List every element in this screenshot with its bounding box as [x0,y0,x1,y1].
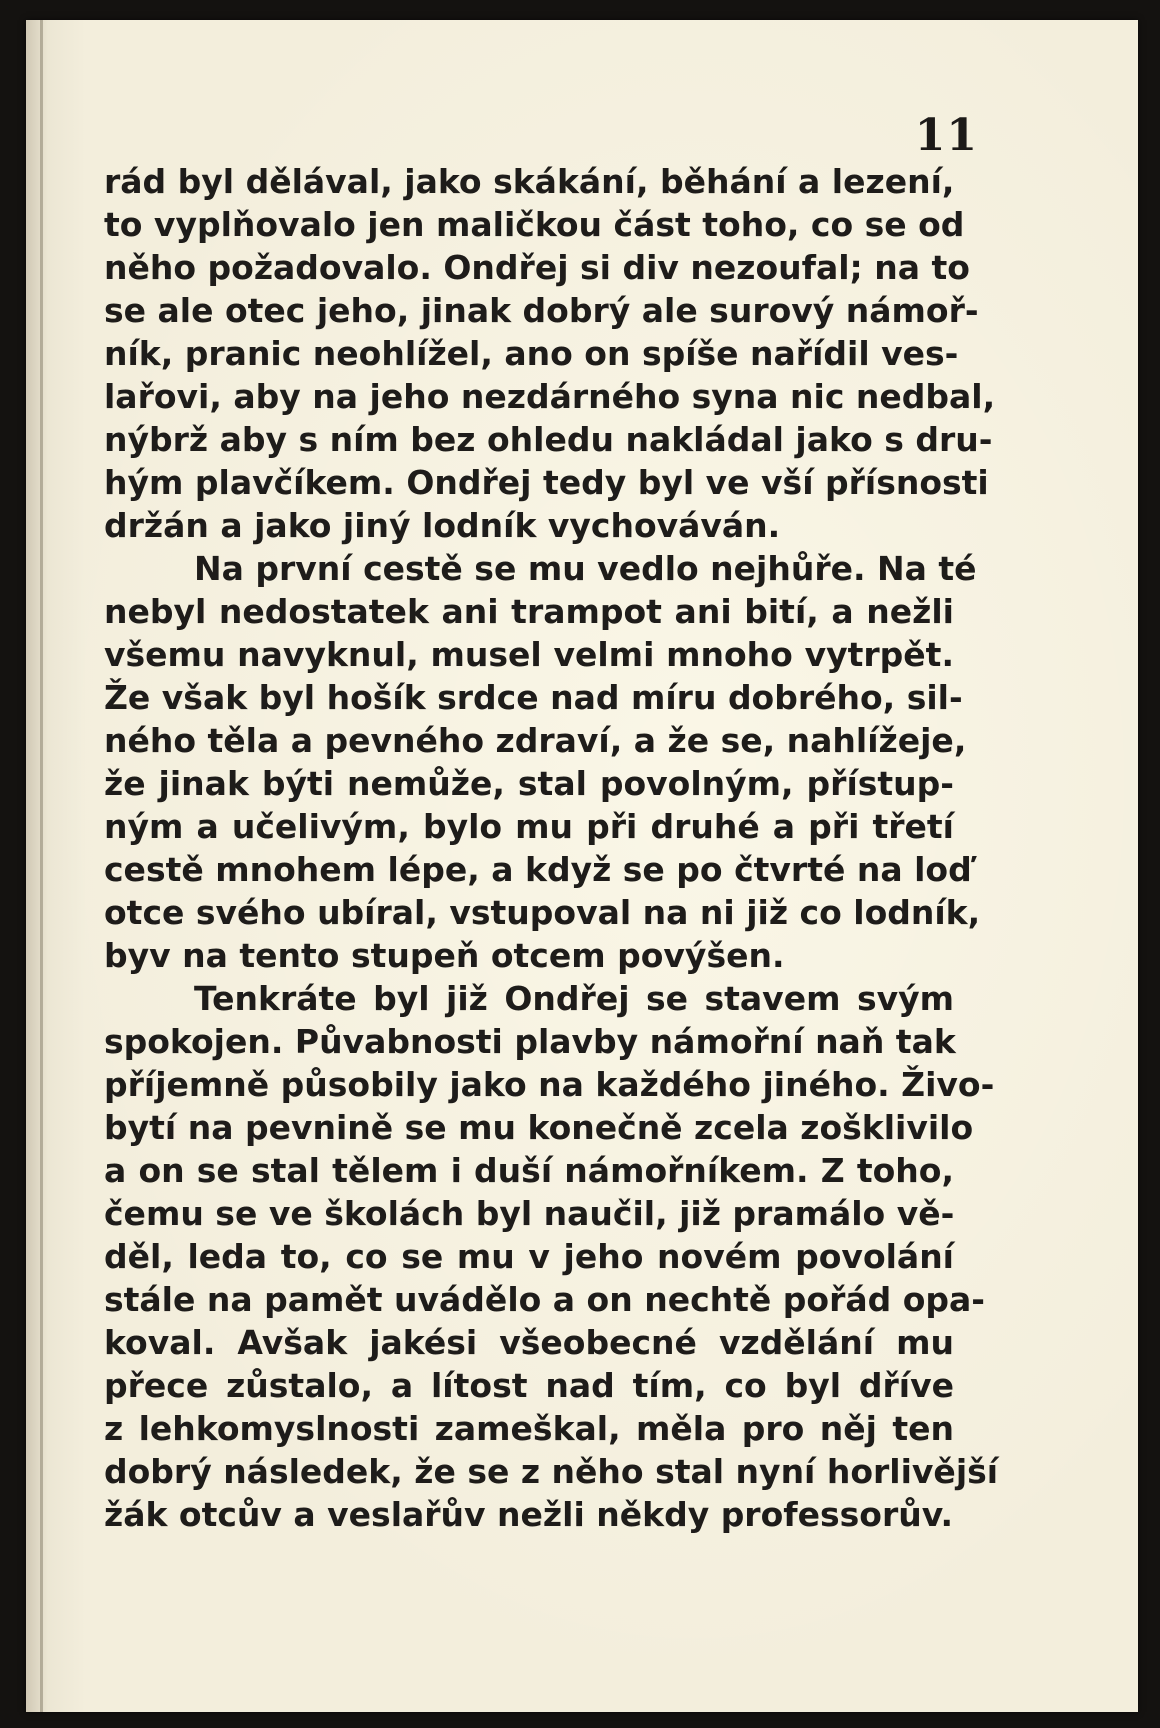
text-line: ník, pranic neohlížel, ano on spíše nařídil ves- [104,334,959,373]
text-line: hým plavčíkem. Ondřej tedy byl ve vší přísnosti [104,463,989,502]
text-line: příjemně působily jako na každého jiného. Živo- [104,1065,995,1104]
text-line: otce svého ubíral, vstupoval na ni již co lodník, [104,893,981,932]
text-line: se ale otec jeho, jinak dobrý ale surový námoř- [104,291,979,330]
text-line: přece zůstalo, a lítost nad tím, co byl dříve [104,1366,954,1405]
text-line: nebyl nedostatek ani trampot ani bití, a nežli [104,592,954,631]
text-line: to vyplňovalo jen maličkou část toho, co se od [104,205,965,244]
text-line: čemu se ve školách byl naučil, již pramálo vě- [104,1194,955,1233]
page-number: 11 [914,110,978,161]
text-line: lařovi, aby na jeho nezdárného syna nic nedbal, [104,377,996,416]
text-line: něho požadovalo. Ondřej si div nezoufal; na to [104,248,970,287]
text-line: stále na pamět uvádělo a on nechtě pořád opa- [104,1280,985,1319]
text-line: všemu navyknul, musel velmi mnoho vytrpět. [104,635,954,674]
paragraph [104,547,981,977]
text-line: a on se stal tělem i duší námořníkem. Z toho, [104,1151,954,1190]
text-line: dobrý následek, že se z něho stal nyní horlivější [104,1452,999,1491]
paragraph [104,977,999,1536]
text-line: žák otcův a veslařův nežli někdy professorův. [104,1495,954,1534]
text-line: Na první cestě se mu vedlo nejhůře. Na té [194,549,977,588]
text-line: nýbrž aby s ním bez ohledu nakládal jako s dru- [104,420,993,459]
body-text [104,160,999,1536]
text-line: ným a učelivým, bylo mu při druhé a při třetí [104,807,954,846]
text-line: že jinak býti nemůže, stal povolným, přístup- [104,764,954,803]
paragraph [104,160,996,547]
text-line: cestě mnohem lépe, a když se po čtvrté na loď [104,850,972,889]
gutter-shadow [40,20,43,1712]
text-line: Že však byl hošík srdce nad míru dobrého, sil- [104,678,963,717]
text-line: bytí na pevnině se mu konečně zcela zošklivilo [104,1108,974,1147]
text-line: ného těla a pevného zdraví, a že se, nahlížeje, [104,721,967,760]
text-line: z lehkomyslnosti zameškal, měla pro něj ten [104,1409,954,1448]
text-line: koval. Avšak jakési všeobecné vzdělání mu [104,1323,954,1362]
text-line: držán a jako jiný lodník vychováván. [104,506,781,545]
text-line: děl, leda to, co se mu v jeho novém povolání [104,1237,954,1276]
text-line: Tenkráte byl již Ondřej se stavem svým [194,979,954,1018]
text-line: byv na tento stupeň otcem povýšen. [104,936,785,975]
text-line: rád byl dělával, jako skákání, běhání a lezení, [104,162,955,201]
text-line: spokojen. Půvabnosti plavby námořní naň tak [104,1022,956,1061]
